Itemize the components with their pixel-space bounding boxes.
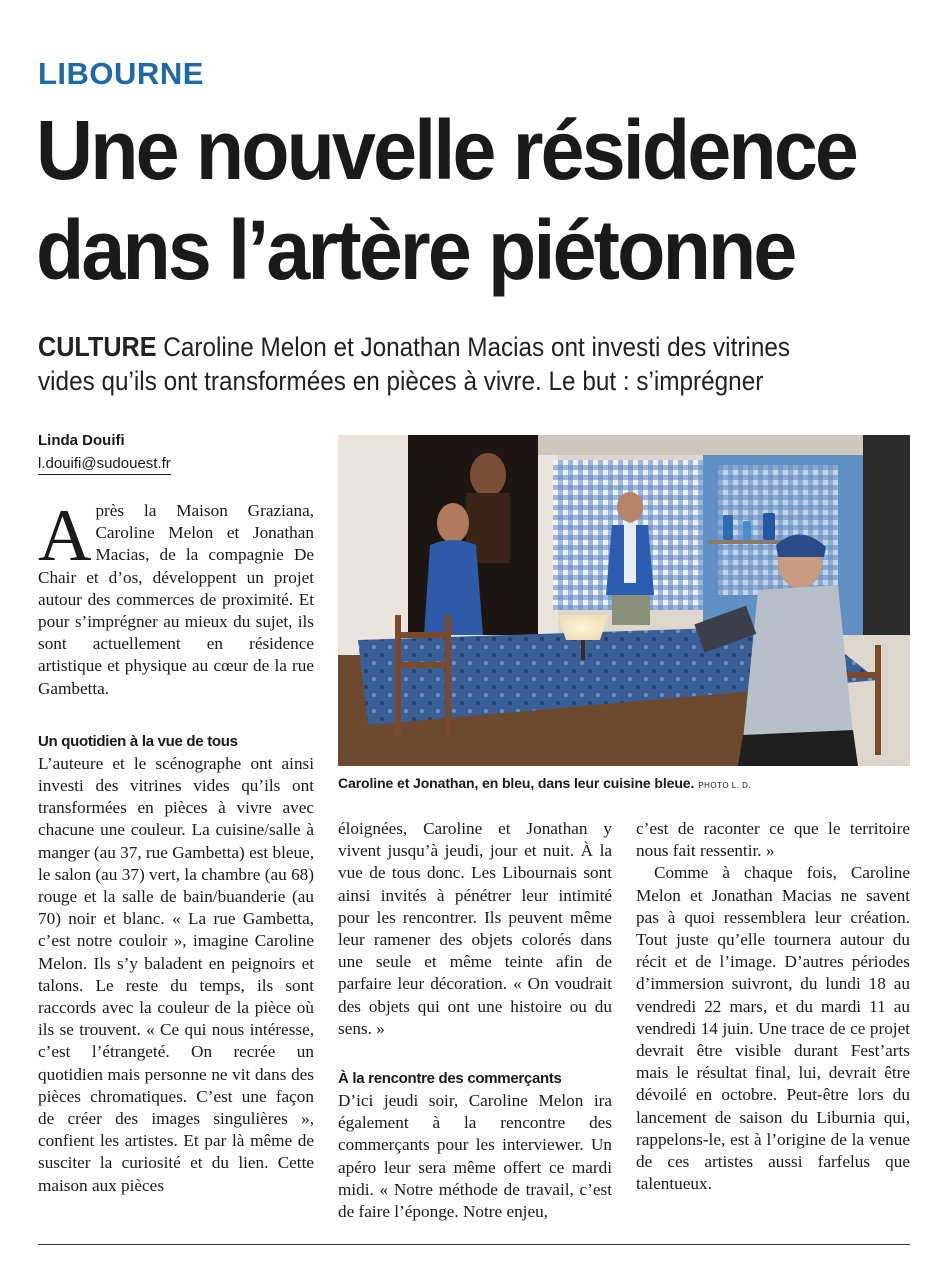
photo-caption (338, 775, 751, 791)
subhead-2: À la rencontre des commerçants (338, 1070, 562, 1088)
subhead-1: Un quotidien à la vue de tous (38, 732, 238, 750)
photo-credit: PHOTO L. D. (698, 781, 752, 790)
paragraph-3: Comme à chaque fois, Caroline Melon et Jonathan Macias ne savent pas à quoi ressemblera leur création. Tout juste qu’elle tournera autour du récit et de l’image. D’autres périodes d’immersion suivront, du lundi 18 au vendredi 22 mars, et du mardi 11 au vendredi 14 juin. Une trace de ce projet devrait être visible durant Fest’arts mais le résultat final, lui, devrait être dévoilé en octobre. Peut-être lors du lancement de saison du Liburnia qui, rappelons-le, est à l’origine de la venue de ces artistes aussi farfelus que talentueux. (636, 863, 910, 1194)
caption-text: Caroline et Jonathan, en bleu, dans leur cuisine bleue. (338, 775, 695, 791)
article-photo (338, 435, 910, 766)
standfirst-line-2: vides qu’ils ont transformées en pièces à vivre. Le but : s’imprégner (38, 366, 764, 396)
standfirst-kicker: CULTURE (38, 331, 157, 362)
photo-scene (338, 435, 910, 766)
paragraph-1-continued: éloignées, Caroline et Jonathan y vivent jusqu’à jeudi, jour et nuit. À la vue de tous donc. Les Libournais sont ainsi invités à pénétrer leur intimité pour les rencontrer. Ils peuvent même leur ramener des objets colorés dans une seule et même teinte afin de parfaire leur décoration. « On voudrait des objets qui ont une histoire ou du sens. » (338, 819, 612, 1038)
paragraph-2: D’ici jeudi soir, Caroline Melon ira également à la rencontre des commerçants pour les interviewer. Un apéro leur sera même offert ce mardi midi. « Notre méthode de travail, c’est de faire l’éponge. Notre enjeu, (338, 1091, 612, 1222)
standfirst (38, 330, 830, 398)
paragraph-1: L’auteure et le scénographe ont ainsi investi des vitrines vides qu’ils ont transformées en pièces à vivre avec chacune une couleur. La cuisine/salle à manger (au 37, rue Gambetta) est bleue, le salon (au 37) vert, la chambre (au 68) rouge et la salle de bain/buanderie (au 70) noir et blanc. « La rue Gambetta, c’est notre couloir », imagine Caroline Melon. Ils s’y baladent en peignoirs et talons. Le reste du temps, ils sont raccords avec la couleur de la pièce où ils se trouvent. « Ce qui nous intéresse, c’est l’étrangeté. On recrée un quotidien mais personne ne vit dans des pièces chromatiques. C’est une façon de créer des images singulières », confient les artistes. Et par là même de susciter la curiosité et du lien. Cette maison aux pièces (38, 753, 314, 1195)
headline (36, 100, 863, 300)
byline-author: Linda Douifi (38, 432, 125, 449)
intro-text: près la Maison Graziana, Caroline Melon et Jonathan Macias, de la compagnie De Chair et d’os, développent un projet autour des commerces de proximité. Et pour s’imprégner au mieux du sujet, ils sont actuellement en résidence artistique et physique au cœur de la rue Gambetta. (38, 501, 314, 698)
drop-cap: A (38, 495, 92, 577)
paragraph-2-continued: c’est de raconter ce que le territoire nous fait ressentir. » (636, 819, 910, 861)
column-1 (38, 495, 314, 1197)
byline-email[interactable]: l.douifi@sudouest.fr (38, 455, 171, 475)
standfirst-line-1: Caroline Melon et Jonathan Macias ont investi des vitrines (163, 332, 791, 362)
headline-line-1: Une nouvelle résidence (36, 103, 857, 197)
column-3 (636, 818, 910, 1195)
headline-line-2: dans l’artère piétonne (36, 203, 795, 297)
bottom-divider (38, 1244, 910, 1245)
portrait-poster (408, 435, 538, 635)
column-2 (338, 818, 612, 1223)
intro-paragraph (38, 495, 314, 700)
section-rubric: LIBOURNE (38, 56, 204, 91)
